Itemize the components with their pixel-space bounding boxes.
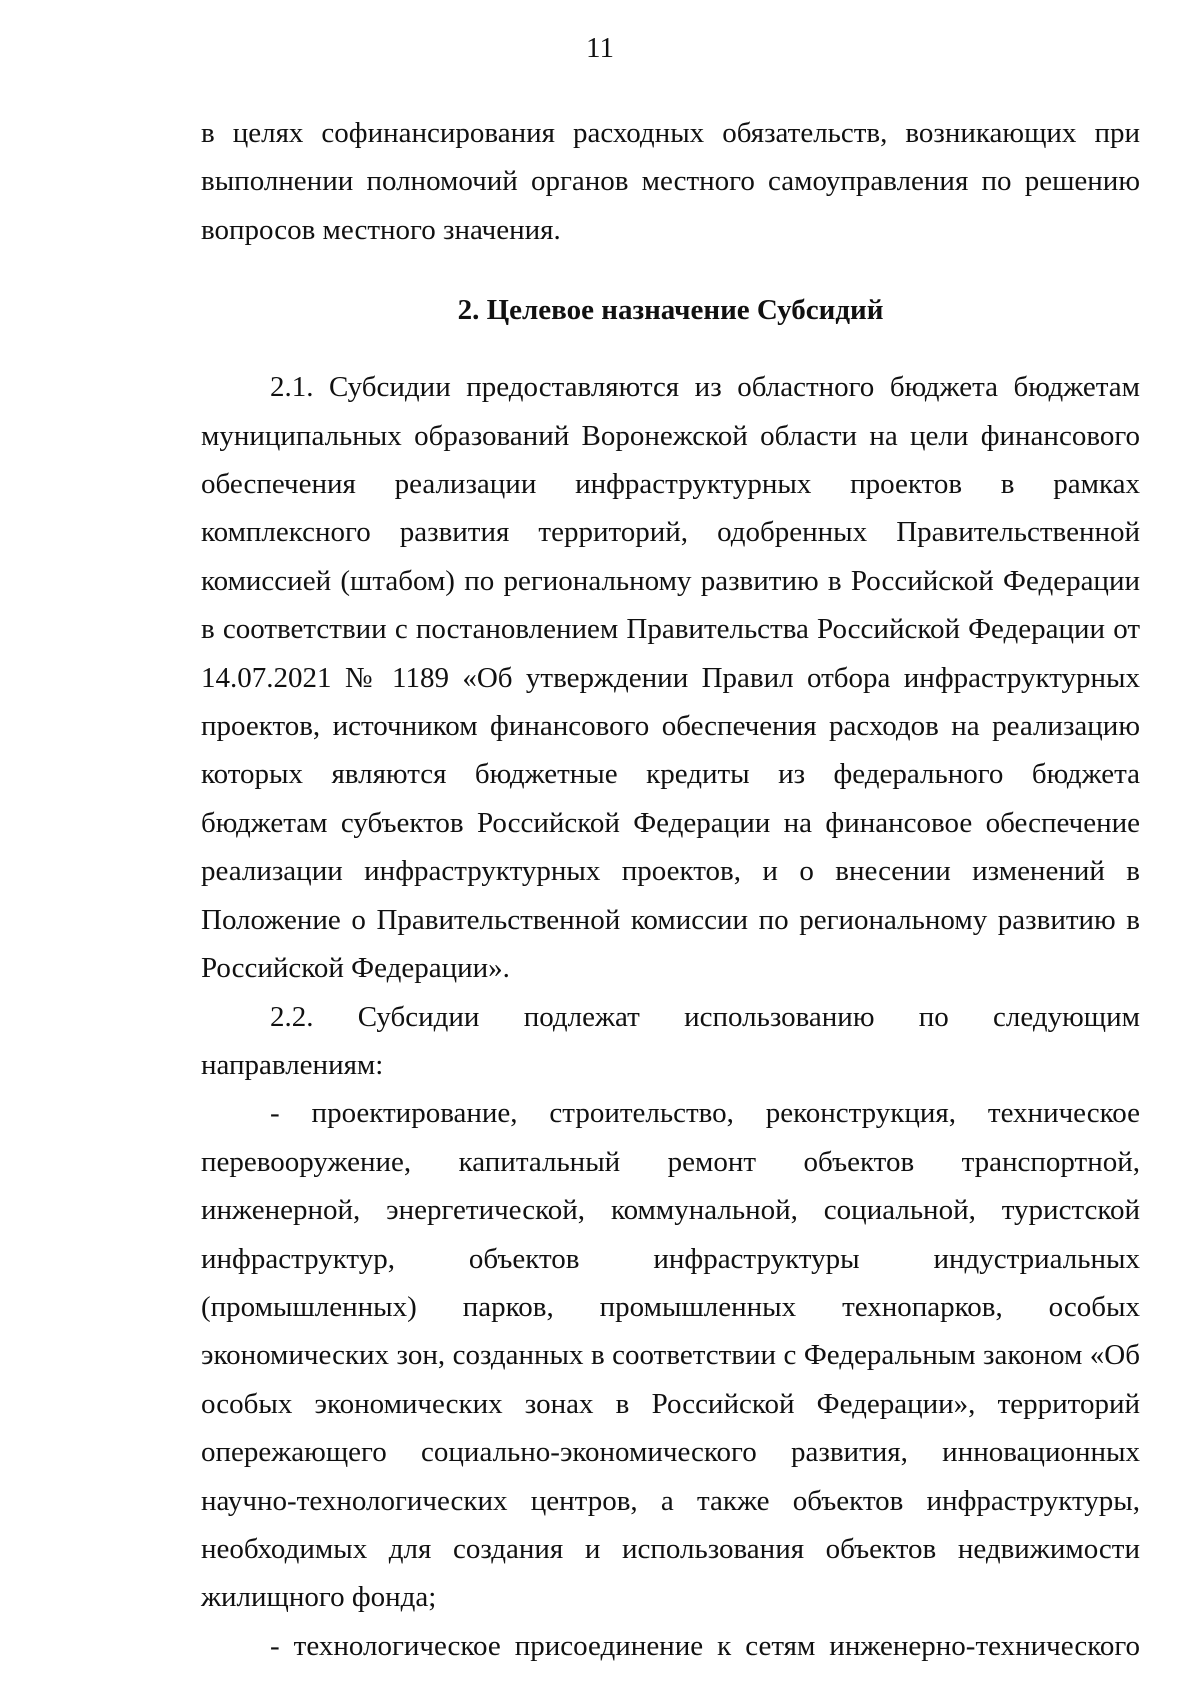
paragraph-2-2: 2.2. Субсидии подлежат использованию по следующим направлениям:: [201, 1000, 1140, 1081]
section-heading: 2. Целевое назначение Субсидий: [457, 294, 884, 327]
page-number: 11: [586, 32, 614, 64]
paragraph-2-1: 2.1. Субсидии предоставляются из областного бюджета бюджетам муниципальных образований Воронежской области на цели финансового обеспечения реализации инфраструктурных проектов в рамках комплексного развития территорий, одобренных Правительственной комиссией (штабом) по региональному развитию в Российской Федерации в соответствии с постановлением Правительства Российской Федерации от 14.07.2021 № 1189 «Об утверждении Правил отбора инфраструктурных проектов, источником финансового обеспечения расходов на реализацию которых являются бюджетные кредиты из федерального бюджета бюджетам субъектов Российской Федерации на финансовое обеспечение реализации инфраструктурных проектов, и о внесении изменений в Положение о Правительственной комиссии по региональному развитию в Российской Федерации».: [201, 371, 1140, 985]
list-item-technological-connection: - технологическое присоединение к сетям инженерно-технического: [270, 1629, 1140, 1662]
paragraph-continuation: в целях софинансирования расходных обязательств, возникающих при выполнении полномочий органов местного самоуправления по решению вопросов местного значения.: [201, 117, 1140, 246]
list-item-design-construction: - проектирование, строительство, реконструкция, техническое перевооружение, капитальный ремонт объектов транспортной, инженерной, энергетической, коммунальной, социальной, туристской инфраструктур, объектов инфраструктуры индустриальных (промышленных) парков, промышленных технопарков, особых экономических зон, созданных в соответствии с Федеральным законом «Об особых экономических зонах в Российской Федерации», территорий опережающего социально-экономического развития, инновационных научно-технологических центров, а также объектов инфраструктуры, необходимых для создания и использования объектов недвижимости жилищного фонда;: [201, 1097, 1140, 1614]
document-body: [201, 109, 1140, 1670]
